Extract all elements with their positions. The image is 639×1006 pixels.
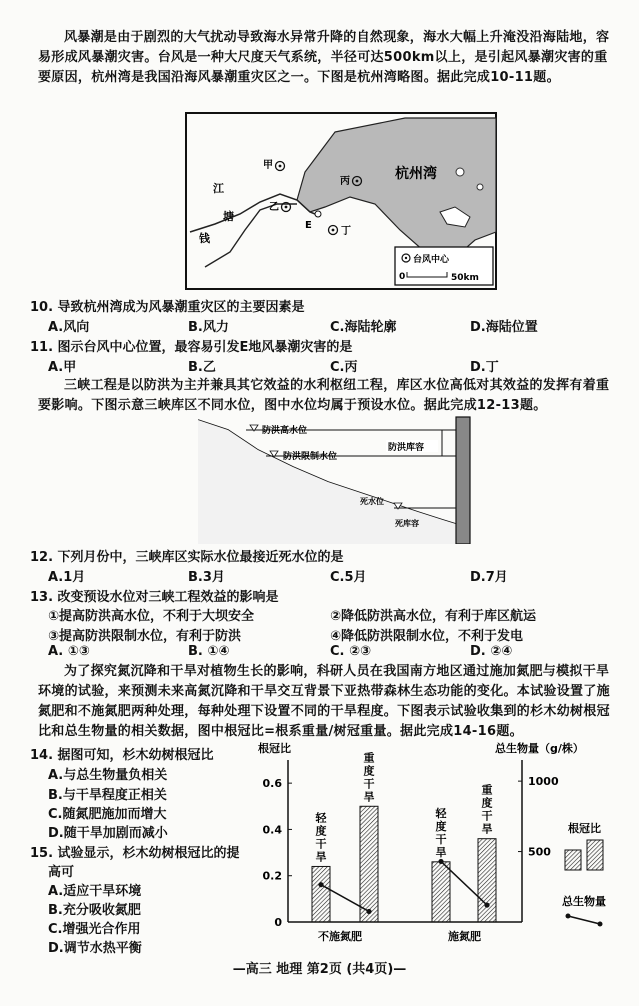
q11-option-b[interactable]: B.乙 bbox=[188, 360, 216, 375]
q10-option-a[interactable]: A.风向 bbox=[48, 320, 90, 335]
legend-bar-swatch bbox=[565, 850, 581, 870]
q13-stem: 13. 改变预设水位对三峡工程效益的影响是 bbox=[30, 590, 279, 605]
typhoon-jia-icon bbox=[276, 162, 285, 171]
category-label-nitrogen: 施氮肥 bbox=[448, 930, 481, 943]
intro-paragraph-2: 三峡工程是以防洪为主并兼具其它效益的水利枢纽工程，库区水位高低对其效益的发挥有着重要影响。下图示意三峡库区不同水位，图中水位均属于预设水位。据此完成12-13题。 bbox=[38, 378, 610, 413]
q15-option-b[interactable]: B.充分吸收氮肥 bbox=[48, 903, 141, 918]
bar-label-char: 旱 bbox=[481, 822, 493, 836]
q15-option-d[interactable]: D.调节水热平衡 bbox=[48, 941, 142, 956]
legend-typhoon-label: 台风中心 bbox=[413, 255, 450, 265]
q15-stem-line1: 15. 试验显示，杉木幼树根冠比的提 bbox=[30, 846, 240, 861]
hangzhou-bay-map bbox=[185, 112, 497, 290]
intro-paragraph-1: 风暴潮是由于剧烈的大气扰动导致海水异常升降的自然现象，海水大幅上升淹没沿海陆地，容易形成风暴潮灾害。台风是一种大尺度天气系统，半径可达500km以上，是引起风暴潮灾害的重要原因，杭州湾是我国沿海风暴潮重灾区之一。下图是杭州湾略图。据此完成10-11题。 bbox=[38, 30, 610, 85]
y-tick-label: 0.6 bbox=[262, 777, 282, 791]
q12-option-a[interactable]: A.1月 bbox=[48, 570, 86, 585]
river-char-3: 钱 bbox=[199, 232, 210, 245]
bar-label-char: 轻 bbox=[315, 811, 327, 825]
point-ding-label: 丁 bbox=[341, 226, 351, 237]
q11-option-d[interactable]: D.丁 bbox=[470, 360, 499, 375]
scale-label: 50km bbox=[451, 273, 479, 283]
q13-option-d[interactable]: D. ②④ bbox=[470, 644, 513, 659]
flood-limit-label: 防洪限制水位 bbox=[283, 452, 338, 462]
point-bing-label: 丙 bbox=[340, 176, 350, 187]
q10-stem: 10. 导致杭州湾成为风暴潮重灾区的主要因素是 bbox=[30, 300, 305, 315]
root-shoot-chart bbox=[250, 740, 625, 945]
bar-label-char: 干 bbox=[435, 832, 447, 846]
river-char-1: 江 bbox=[213, 182, 224, 195]
biomass-point bbox=[366, 909, 371, 914]
point-e-label: E bbox=[305, 220, 312, 231]
bar bbox=[312, 866, 330, 922]
q10-option-c[interactable]: C.海陆轮廓 bbox=[330, 320, 397, 335]
typhoon-ding-icon bbox=[329, 226, 338, 235]
bar-label-char: 旱 bbox=[315, 850, 327, 864]
q13-option-b[interactable]: B. ①④ bbox=[188, 644, 230, 659]
y2-tick-label: 1000 bbox=[528, 775, 559, 789]
q14-option-d[interactable]: D.随干旱加剧而减小 bbox=[48, 826, 168, 841]
y2-axis-label: 总生物量（g/株） bbox=[495, 742, 584, 755]
bar-label-char: 度 bbox=[481, 796, 493, 810]
y2-tick-label: 500 bbox=[528, 845, 551, 859]
bar-label-char: 度 bbox=[315, 824, 327, 838]
page-footer: —高三 地理 第2页 (共4页)— bbox=[232, 962, 407, 977]
point-e-marker bbox=[315, 211, 321, 217]
q12-option-d[interactable]: D.7月 bbox=[470, 570, 508, 585]
q15-option-a[interactable]: A.适应干旱环境 bbox=[48, 884, 142, 899]
scale-zero: 0 bbox=[399, 272, 406, 282]
bar-label-char: 度 bbox=[363, 764, 375, 778]
q12-option-c[interactable]: C.5月 bbox=[330, 570, 367, 585]
bay-land bbox=[297, 118, 496, 262]
q13-item-2: ②降低防洪高水位，有利于库区航运 bbox=[330, 609, 537, 624]
legend-bar-swatch bbox=[587, 840, 603, 870]
bar bbox=[432, 862, 450, 922]
q10-option-d[interactable]: D.海陆位置 bbox=[470, 320, 538, 335]
q15-option-c[interactable]: C.增强光合作用 bbox=[48, 922, 141, 937]
q14-option-a[interactable]: A.与总生物量负相关 bbox=[48, 768, 168, 783]
flood-high-label: 防洪高水位 bbox=[262, 426, 308, 436]
y-tick-label: 0.4 bbox=[262, 823, 282, 837]
intro-paragraph-3: 为了探究氮沉降和干旱对植物生长的影响，科研人员在我国南方地区通过施加氮肥与模拟干旱环境的试验，来预测未来高氮沉降和干旱交互背景下亚热带森林生态功能的变化。本试验设置了施氮肥和不施氮肥两种处理，每种处理下设置不同的干旱程度。下图表示试验收集到的杉木幼树根冠比和总生物量的相关数据，图中根冠比=根系重量/树冠重量。据此完成14-16题。 bbox=[38, 664, 610, 739]
biomass-point bbox=[318, 882, 323, 887]
dead-level-label: 死水位 bbox=[360, 497, 384, 506]
y-axis-label: 根冠比 bbox=[258, 742, 291, 755]
bar-label-char: 旱 bbox=[435, 845, 447, 859]
flood-capacity-label: 防洪库容 bbox=[388, 443, 425, 453]
q11-stem: 11. 图示台风中心位置，最容易引发E地风暴潮灾害的是 bbox=[30, 340, 353, 355]
q13-option-a[interactable]: A. ①③ bbox=[48, 644, 90, 659]
bay-label: 杭州湾 bbox=[395, 166, 437, 182]
q14-option-b[interactable]: B.与干旱程度正相关 bbox=[48, 788, 167, 803]
bar-label-char: 轻 bbox=[435, 806, 447, 820]
q13-option-c[interactable]: C. ②③ bbox=[330, 644, 372, 659]
q15-stem-line2: 高可 bbox=[48, 865, 75, 880]
bar-label-char: 度 bbox=[435, 819, 447, 833]
bar-label-char: 干 bbox=[363, 777, 375, 791]
bar bbox=[360, 806, 378, 922]
q11-option-c[interactable]: C.丙 bbox=[330, 360, 358, 375]
legend-line-dot bbox=[598, 922, 603, 927]
q12-stem: 12. 下列月份中，三峡库区实际水位最接近死水位的是 bbox=[30, 550, 344, 565]
q13-item-1: ①提高防洪高水位，不利于大坝安全 bbox=[48, 609, 255, 624]
q11-option-a[interactable]: A.甲 bbox=[48, 360, 77, 375]
bar-label-char: 重 bbox=[481, 783, 493, 797]
legend-bar-label: 根冠比 bbox=[568, 822, 601, 835]
y-tick-label: 0 bbox=[274, 916, 282, 929]
q14-stem: 14. 据图可知，杉木幼树根冠比 bbox=[30, 748, 214, 763]
dead-capacity-label: 死库容 bbox=[395, 519, 419, 528]
bar-label-char: 干 bbox=[315, 837, 327, 851]
q13-item-4: ④降低防洪限制水位，不利于发电 bbox=[330, 629, 524, 644]
bar-label-char: 干 bbox=[481, 809, 493, 823]
legend-line-label: 总生物量 bbox=[562, 895, 606, 908]
category-label-no-nitrogen: 不施氮肥 bbox=[318, 930, 362, 943]
q13-item-3: ③提高防洪限制水位，有利于防洪 bbox=[48, 629, 242, 644]
point-jia-label: 甲 bbox=[263, 160, 273, 171]
legend-line-dot bbox=[566, 914, 571, 919]
river bbox=[205, 204, 297, 267]
three-gorges-diagram bbox=[198, 412, 478, 544]
legend-line-swatch bbox=[568, 916, 600, 924]
biomass-point bbox=[484, 902, 489, 907]
bar-label-char: 旱 bbox=[363, 790, 375, 804]
q14-option-c[interactable]: C.随氮肥施加而增大 bbox=[48, 807, 167, 822]
y-tick-label: 0.2 bbox=[262, 869, 282, 883]
bar bbox=[478, 839, 496, 922]
river-char-2: 塘 bbox=[223, 210, 234, 223]
biomass-point bbox=[438, 859, 443, 864]
q10-option-b[interactable]: B.风力 bbox=[188, 320, 229, 335]
bar-label-char: 重 bbox=[363, 751, 375, 765]
dam-body bbox=[456, 417, 470, 544]
point-yi-label: 乙 bbox=[269, 202, 279, 213]
q12-option-b[interactable]: B.3月 bbox=[188, 570, 225, 585]
